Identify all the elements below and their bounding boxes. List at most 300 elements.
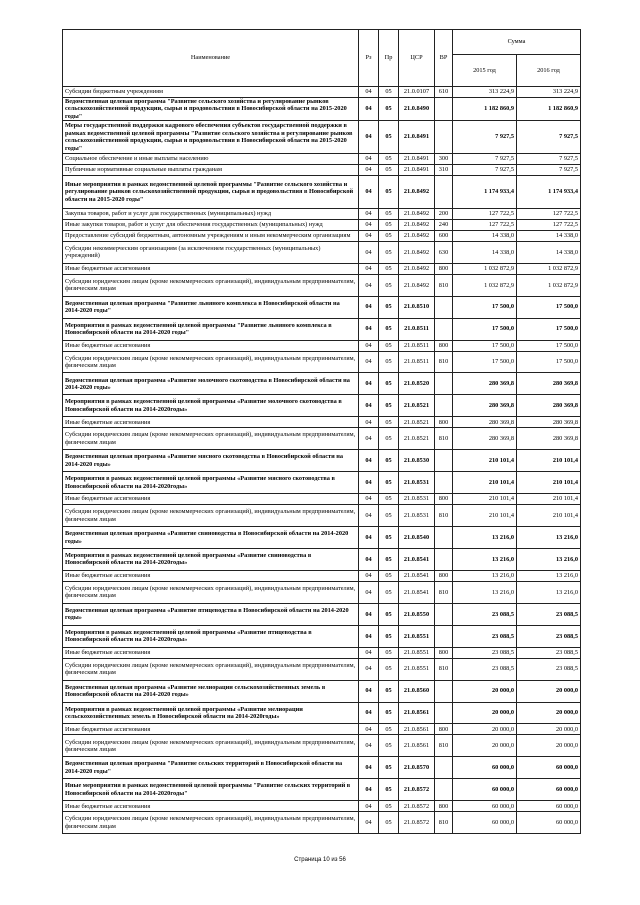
table-row (63, 757, 581, 779)
cell-pr: 05 (379, 757, 399, 779)
cell-sum-2015: 127 722,5 (453, 219, 517, 230)
cell-sum-2015: 1 032 872,9 (453, 274, 517, 296)
cell-sum-2016: 60 000,0 (517, 801, 581, 812)
cell-sum-2016: 280 369,8 (517, 373, 581, 395)
cell-vr (435, 97, 453, 120)
cell-csr: 21.0.8531 (399, 494, 435, 505)
cell-name: Мероприятия в рамках ведомственной целевой программы "Развитие льняного комплекса в Новосибирской области на 2014-2020 годы" (63, 318, 359, 340)
cell-vr: 810 (435, 351, 453, 373)
cell-sum-2016: 210 101,4 (517, 505, 581, 527)
cell-csr: 21.0.8511 (399, 318, 435, 340)
table-row (63, 724, 581, 735)
cell-sum-2015: 60 000,0 (453, 779, 517, 801)
cell-name: Субсидии юридическим лицам (кроме некоммерческих организаций), индивидуальным предпринимателям, физическим лицам (63, 505, 359, 527)
cell-name: Меры государственной поддержки кадрового обеспечения субъектов государственной поддержки в рамках ведомственной целевой программы "Развитие сельского хозяйства и регулирование рынков сельскохозяйственной продукции, сырья и продовольствия в Новосибирской области на 2015-2020 годы" (63, 121, 359, 154)
cell-pr: 05 (379, 801, 399, 812)
cell-name: Предоставление субсидий бюджетным, автономным учреждениям и иным некоммерческим организациям (63, 230, 359, 241)
cell-pr: 05 (379, 779, 399, 801)
cell-csr: 21.0.8521 (399, 395, 435, 417)
cell-sum-2016: 23 088,5 (517, 603, 581, 625)
table-row (63, 548, 581, 570)
cell-pr: 05 (379, 702, 399, 724)
cell-pr: 05 (379, 208, 399, 219)
cell-rz: 04 (359, 757, 379, 779)
cell-vr: 800 (435, 340, 453, 351)
table-row (63, 208, 581, 219)
cell-sum-2015: 210 101,4 (453, 494, 517, 505)
cell-vr (435, 702, 453, 724)
cell-rz: 04 (359, 428, 379, 450)
cell-sum-2016: 210 101,4 (517, 450, 581, 472)
cell-pr: 05 (379, 494, 399, 505)
cell-name: Иные бюджетные ассигнования (63, 724, 359, 735)
header-rz: Рз (359, 30, 379, 87)
cell-sum-2015: 313 224,9 (453, 87, 517, 98)
table-row (63, 801, 581, 812)
cell-pr: 05 (379, 505, 399, 527)
cell-pr: 05 (379, 735, 399, 757)
cell-sum-2015: 14 338,0 (453, 241, 517, 263)
cell-name: Мероприятия в рамках ведомственной целевой программы «Развитие птицеводства в Новосибирской области на 2014-2020годы» (63, 625, 359, 647)
cell-sum-2016: 313 224,9 (517, 87, 581, 98)
cell-sum-2015: 127 722,5 (453, 208, 517, 219)
cell-vr: 300 (435, 154, 453, 165)
cell-pr: 05 (379, 241, 399, 263)
header-name: Наименование (63, 30, 359, 87)
cell-rz: 04 (359, 581, 379, 603)
cell-name: Иные бюджетные ассигнования (63, 340, 359, 351)
cell-name: Иные бюджетные ассигнования (63, 417, 359, 428)
cell-rz: 04 (359, 165, 379, 176)
cell-pr: 05 (379, 450, 399, 472)
cell-sum-2015: 60 000,0 (453, 757, 517, 779)
cell-sum-2016: 127 722,5 (517, 208, 581, 219)
table-row (63, 581, 581, 603)
cell-name: Ведомственная целевая программа «Развитие свиноводства в Новосибирской области на 2014-2020 годы» (63, 527, 359, 549)
cell-sum-2016: 20 000,0 (517, 735, 581, 757)
cell-sum-2015: 14 338,0 (453, 230, 517, 241)
cell-name: Ведомственная целевая программа «Развитие мясного скотоводства в Новосибирской области на 2014-2020 годы» (63, 450, 359, 472)
cell-vr: 310 (435, 165, 453, 176)
cell-rz: 04 (359, 779, 379, 801)
cell-rz: 04 (359, 274, 379, 296)
cell-vr (435, 779, 453, 801)
cell-rz: 04 (359, 548, 379, 570)
table-row (63, 165, 581, 176)
cell-sum-2015: 280 369,8 (453, 395, 517, 417)
cell-rz: 04 (359, 121, 379, 154)
cell-name: Иные бюджетные ассигнования (63, 494, 359, 505)
header-2016: 2016 год (517, 55, 581, 87)
cell-csr: 21.0.0107 (399, 87, 435, 98)
cell-sum-2015: 7 927,5 (453, 121, 517, 154)
cell-csr: 21.0.8521 (399, 417, 435, 428)
cell-vr: 810 (435, 581, 453, 603)
cell-sum-2016: 14 338,0 (517, 230, 581, 241)
cell-pr: 05 (379, 428, 399, 450)
cell-name: Ведомственная целевая программа «Развитие молочного скотоводства в Новосибирской области на 2014-2020 годы» (63, 373, 359, 395)
cell-pr: 05 (379, 230, 399, 241)
cell-csr: 21.0.8561 (399, 724, 435, 735)
cell-vr: 810 (435, 274, 453, 296)
cell-sum-2015: 210 101,4 (453, 472, 517, 494)
table-row (63, 230, 581, 241)
cell-rz: 04 (359, 219, 379, 230)
table-row (63, 296, 581, 318)
cell-vr: 800 (435, 801, 453, 812)
cell-name: Субсидии юридическим лицам (кроме некоммерческих организаций), индивидуальным предпринимателям, физическим лицам (63, 735, 359, 757)
cell-sum-2015: 17 500,0 (453, 296, 517, 318)
cell-name: Ведомственная целевая программа «Развитие птицеводства в Новосибирской области на 2014-2020 годы» (63, 603, 359, 625)
cell-sum-2015: 13 216,0 (453, 527, 517, 549)
cell-rz: 04 (359, 680, 379, 702)
cell-sum-2016: 17 500,0 (517, 351, 581, 373)
cell-csr: 21.0.8541 (399, 548, 435, 570)
table-row (63, 505, 581, 527)
cell-rz: 04 (359, 417, 379, 428)
cell-pr: 05 (379, 548, 399, 570)
cell-sum-2015: 210 101,4 (453, 505, 517, 527)
cell-csr: 21.0.8551 (399, 625, 435, 647)
cell-name: Субсидии юридическим лицам (кроме некоммерческих организаций), индивидуальным предпринимателям, физическим лицам (63, 658, 359, 680)
cell-name: Субсидии юридическим лицам (кроме некоммерческих организаций), индивидуальным предпринимателям, физическим лицам (63, 274, 359, 296)
cell-pr: 05 (379, 395, 399, 417)
cell-sum-2016: 7 927,5 (517, 154, 581, 165)
cell-sum-2016: 13 216,0 (517, 548, 581, 570)
cell-csr: 21.0.8531 (399, 472, 435, 494)
table-row (63, 340, 581, 351)
cell-rz: 04 (359, 263, 379, 274)
cell-rz: 04 (359, 658, 379, 680)
cell-sum-2016: 13 216,0 (517, 581, 581, 603)
cell-vr (435, 548, 453, 570)
cell-name: Иные бюджетные ассигнования (63, 801, 359, 812)
table-row (63, 702, 581, 724)
cell-csr: 21.0.8492 (399, 219, 435, 230)
cell-csr: 21.0.8492 (399, 208, 435, 219)
cell-sum-2015: 20 000,0 (453, 724, 517, 735)
table-row (63, 219, 581, 230)
cell-sum-2016: 17 500,0 (517, 296, 581, 318)
cell-name: Мероприятия в рамках ведомственной целевой программы «Развитие мясного скотоводства в Новосибирской области на 2014-2020годы» (63, 472, 359, 494)
cell-name: Ведомственная целевая программа «Развитие мелиорации сельскохозяйственных земель в Новосибирской области на 2014-2020 годы» (63, 680, 359, 702)
cell-csr: 21.0.8561 (399, 702, 435, 724)
table-body (63, 87, 581, 834)
cell-vr: 630 (435, 241, 453, 263)
cell-pr: 05 (379, 570, 399, 581)
cell-csr: 21.0.8551 (399, 647, 435, 658)
cell-sum-2015: 20 000,0 (453, 735, 517, 757)
cell-sum-2015: 17 500,0 (453, 318, 517, 340)
cell-pr: 05 (379, 351, 399, 373)
cell-csr: 21.0.8520 (399, 373, 435, 395)
cell-vr: 800 (435, 263, 453, 274)
cell-sum-2015: 17 500,0 (453, 351, 517, 373)
cell-rz: 04 (359, 812, 379, 834)
cell-csr: 21.0.8521 (399, 428, 435, 450)
cell-pr: 05 (379, 165, 399, 176)
cell-pr: 05 (379, 581, 399, 603)
cell-name: Субсидии юридическим лицам (кроме некоммерческих организаций), индивидуальным предпринимателям, физическим лицам (63, 581, 359, 603)
cell-vr (435, 176, 453, 209)
cell-sum-2016: 280 369,8 (517, 417, 581, 428)
cell-sum-2016: 17 500,0 (517, 340, 581, 351)
budget-table (62, 29, 581, 834)
cell-pr: 05 (379, 121, 399, 154)
table-row (63, 527, 581, 549)
cell-sum-2015: 280 369,8 (453, 417, 517, 428)
cell-csr: 21.0.8491 (399, 165, 435, 176)
cell-rz: 04 (359, 230, 379, 241)
cell-name: Социальное обеспечение и иные выплаты населению (63, 154, 359, 165)
cell-vr: 800 (435, 417, 453, 428)
cell-sum-2015: 1 174 933,4 (453, 176, 517, 209)
cell-csr: 21.0.8540 (399, 527, 435, 549)
cell-rz: 04 (359, 505, 379, 527)
table-row (63, 735, 581, 757)
cell-vr (435, 757, 453, 779)
cell-rz: 04 (359, 570, 379, 581)
cell-rz: 04 (359, 373, 379, 395)
cell-vr (435, 373, 453, 395)
cell-vr: 800 (435, 570, 453, 581)
cell-sum-2015: 1 032 872,9 (453, 263, 517, 274)
cell-csr: 21.0.8490 (399, 97, 435, 120)
cell-sum-2016: 13 216,0 (517, 527, 581, 549)
cell-vr: 610 (435, 87, 453, 98)
cell-pr: 05 (379, 263, 399, 274)
cell-name: Иные мероприятия в рамках ведомственной целевой программы "Развитие сельских территорий в Новосибирской области на 2014-2020годы" (63, 779, 359, 801)
cell-csr: 21.0.8551 (399, 658, 435, 680)
header-2015: 2015 год (453, 55, 517, 87)
cell-sum-2015: 23 088,5 (453, 625, 517, 647)
cell-pr: 05 (379, 417, 399, 428)
cell-name: Публичные нормативные социальные выплаты гражданам (63, 165, 359, 176)
cell-sum-2016: 20 000,0 (517, 680, 581, 702)
cell-pr: 05 (379, 219, 399, 230)
table-row (63, 494, 581, 505)
cell-pr: 05 (379, 274, 399, 296)
page-number: Страница 10 из 56 (294, 857, 346, 863)
table-row (63, 176, 581, 209)
table-row (63, 154, 581, 165)
cell-vr: 810 (435, 505, 453, 527)
cell-csr: 21.0.8491 (399, 121, 435, 154)
table-row (63, 373, 581, 395)
cell-name: Иные закупки товаров, работ и услуг для обеспечения государственных (муниципальных) нужд (63, 219, 359, 230)
table-row (63, 472, 581, 494)
cell-csr: 21.0.8572 (399, 779, 435, 801)
cell-rz: 04 (359, 472, 379, 494)
cell-sum-2015: 17 500,0 (453, 340, 517, 351)
cell-vr: 810 (435, 428, 453, 450)
cell-name: Иные бюджетные ассигнования (63, 647, 359, 658)
cell-sum-2016: 280 369,8 (517, 428, 581, 450)
cell-rz: 04 (359, 625, 379, 647)
cell-vr (435, 121, 453, 154)
cell-pr: 05 (379, 625, 399, 647)
cell-rz: 04 (359, 724, 379, 735)
cell-sum-2016: 127 722,5 (517, 219, 581, 230)
cell-sum-2016: 60 000,0 (517, 757, 581, 779)
header-sum: Сумма (453, 30, 581, 55)
cell-sum-2016: 20 000,0 (517, 724, 581, 735)
cell-rz: 04 (359, 318, 379, 340)
cell-csr: 21.0.8530 (399, 450, 435, 472)
table-row (63, 570, 581, 581)
cell-pr: 05 (379, 724, 399, 735)
cell-sum-2016: 23 088,5 (517, 647, 581, 658)
cell-sum-2016: 7 927,5 (517, 165, 581, 176)
cell-sum-2016: 1 032 872,9 (517, 263, 581, 274)
cell-rz: 04 (359, 154, 379, 165)
table-row (63, 647, 581, 658)
cell-vr: 800 (435, 724, 453, 735)
cell-sum-2016: 210 101,4 (517, 494, 581, 505)
cell-pr: 05 (379, 647, 399, 658)
cell-vr: 600 (435, 230, 453, 241)
header-csr: ЦСР (399, 30, 435, 87)
cell-sum-2015: 13 216,0 (453, 581, 517, 603)
table-row (63, 274, 581, 296)
cell-vr: 810 (435, 735, 453, 757)
cell-name: Субсидии юридическим лицам (кроме некоммерческих организаций), индивидуальным предпринимателям, физическим лицам (63, 428, 359, 450)
cell-pr: 05 (379, 176, 399, 209)
cell-sum-2015: 23 088,5 (453, 658, 517, 680)
cell-pr: 05 (379, 373, 399, 395)
cell-csr: 21.0.8570 (399, 757, 435, 779)
cell-csr: 21.0.8511 (399, 340, 435, 351)
cell-csr: 21.0.8541 (399, 570, 435, 581)
table-row (63, 263, 581, 274)
cell-rz: 04 (359, 208, 379, 219)
cell-rz: 04 (359, 801, 379, 812)
cell-pr: 05 (379, 154, 399, 165)
cell-name: Ведомственная целевая программа "Развитие сельского хозяйства и регулирование рынков сельскохозяйственной продукции, сырья и продовольствия в Новосибирской области на 2015-2020 годы" (63, 97, 359, 120)
cell-name: Мероприятия в рамках ведомственной целевой программы «Развитие мелиорации сельскохозяйственных земель в Новосибирской области на 2014-2020годы» (63, 702, 359, 724)
cell-sum-2015: 210 101,4 (453, 450, 517, 472)
cell-name: Ведомственная целевая программа "Развитие льняного комплекса в Новосибирской области на 2014-2020 годы" (63, 296, 359, 318)
cell-vr (435, 680, 453, 702)
table-row (63, 779, 581, 801)
header-pr: Пр (379, 30, 399, 87)
cell-rz: 04 (359, 340, 379, 351)
cell-sum-2016: 60 000,0 (517, 812, 581, 834)
cell-sum-2016: 20 000,0 (517, 702, 581, 724)
cell-sum-2016: 13 216,0 (517, 570, 581, 581)
cell-name: Иные бюджетные ассигнования (63, 263, 359, 274)
cell-rz: 04 (359, 395, 379, 417)
cell-sum-2016: 7 927,5 (517, 121, 581, 154)
cell-sum-2015: 7 927,5 (453, 165, 517, 176)
table-row (63, 97, 581, 120)
cell-rz: 04 (359, 296, 379, 318)
cell-rz: 04 (359, 603, 379, 625)
cell-sum-2016: 60 000,0 (517, 779, 581, 801)
cell-csr: 21.0.8510 (399, 296, 435, 318)
cell-sum-2015: 60 000,0 (453, 812, 517, 834)
table-row (63, 395, 581, 417)
cell-vr (435, 450, 453, 472)
table-row (63, 450, 581, 472)
table-row (63, 658, 581, 680)
cell-name: Мероприятия в рамках ведомственной целевой программы «Развитие свиноводства в Новосибирской области на 2014-2020годы» (63, 548, 359, 570)
cell-csr: 21.0.8492 (399, 241, 435, 263)
cell-sum-2016: 1 174 933,4 (517, 176, 581, 209)
cell-pr: 05 (379, 812, 399, 834)
header-vr: ВР (435, 30, 453, 87)
cell-sum-2015: 280 369,8 (453, 373, 517, 395)
cell-csr: 21.0.8572 (399, 801, 435, 812)
cell-csr: 21.0.8491 (399, 154, 435, 165)
cell-name: Иные бюджетные ассигнования (63, 570, 359, 581)
cell-pr: 05 (379, 340, 399, 351)
cell-name: Субсидии некоммерческим организациям (за исключением государственных (муниципальных) учреждений) (63, 241, 359, 263)
cell-name: Субсидии юридическим лицам (кроме некоммерческих организаций), индивидуальным предпринимателям, физическим лицам (63, 351, 359, 373)
cell-rz: 04 (359, 176, 379, 209)
cell-vr: 800 (435, 647, 453, 658)
cell-pr: 05 (379, 527, 399, 549)
table-row (63, 812, 581, 834)
table-row (63, 680, 581, 702)
table-row (63, 87, 581, 98)
cell-csr: 21.0.8492 (399, 263, 435, 274)
table-row (63, 318, 581, 340)
table-row (63, 121, 581, 154)
cell-rz: 04 (359, 527, 379, 549)
cell-vr: 800 (435, 494, 453, 505)
cell-vr (435, 395, 453, 417)
cell-csr: 21.0.8492 (399, 176, 435, 209)
table-row (63, 351, 581, 373)
cell-vr (435, 527, 453, 549)
cell-rz: 04 (359, 647, 379, 658)
cell-csr: 21.0.8492 (399, 230, 435, 241)
cell-sum-2015: 60 000,0 (453, 801, 517, 812)
cell-sum-2015: 280 369,8 (453, 428, 517, 450)
cell-vr (435, 625, 453, 647)
table-row (63, 603, 581, 625)
cell-vr (435, 296, 453, 318)
cell-name: Субсидии юридическим лицам (кроме некоммерческих организаций), индивидуальным предпринимателям, физическим лицам (63, 812, 359, 834)
cell-vr (435, 318, 453, 340)
cell-sum-2016: 17 500,0 (517, 318, 581, 340)
cell-sum-2015: 1 182 860,9 (453, 97, 517, 120)
cell-sum-2016: 210 101,4 (517, 472, 581, 494)
cell-pr: 05 (379, 97, 399, 120)
cell-sum-2016: 280 369,8 (517, 395, 581, 417)
cell-sum-2015: 13 216,0 (453, 570, 517, 581)
cell-pr: 05 (379, 296, 399, 318)
table-row (63, 417, 581, 428)
cell-sum-2016: 1 032 872,9 (517, 274, 581, 296)
cell-rz: 04 (359, 735, 379, 757)
cell-sum-2015: 13 216,0 (453, 548, 517, 570)
cell-name: Субсидии бюджетным учреждениям (63, 87, 359, 98)
cell-csr: 21.0.8572 (399, 812, 435, 834)
cell-vr: 200 (435, 208, 453, 219)
cell-vr: 810 (435, 812, 453, 834)
cell-pr: 05 (379, 318, 399, 340)
cell-vr: 810 (435, 658, 453, 680)
cell-rz: 04 (359, 97, 379, 120)
cell-pr: 05 (379, 472, 399, 494)
cell-name: Ведомственная целевая программа "Развитие сельских территорий в Новосибирской области на 2014-2020 годы" (63, 757, 359, 779)
cell-vr (435, 603, 453, 625)
cell-pr: 05 (379, 603, 399, 625)
cell-csr: 21.0.8561 (399, 735, 435, 757)
cell-sum-2015: 7 927,5 (453, 154, 517, 165)
